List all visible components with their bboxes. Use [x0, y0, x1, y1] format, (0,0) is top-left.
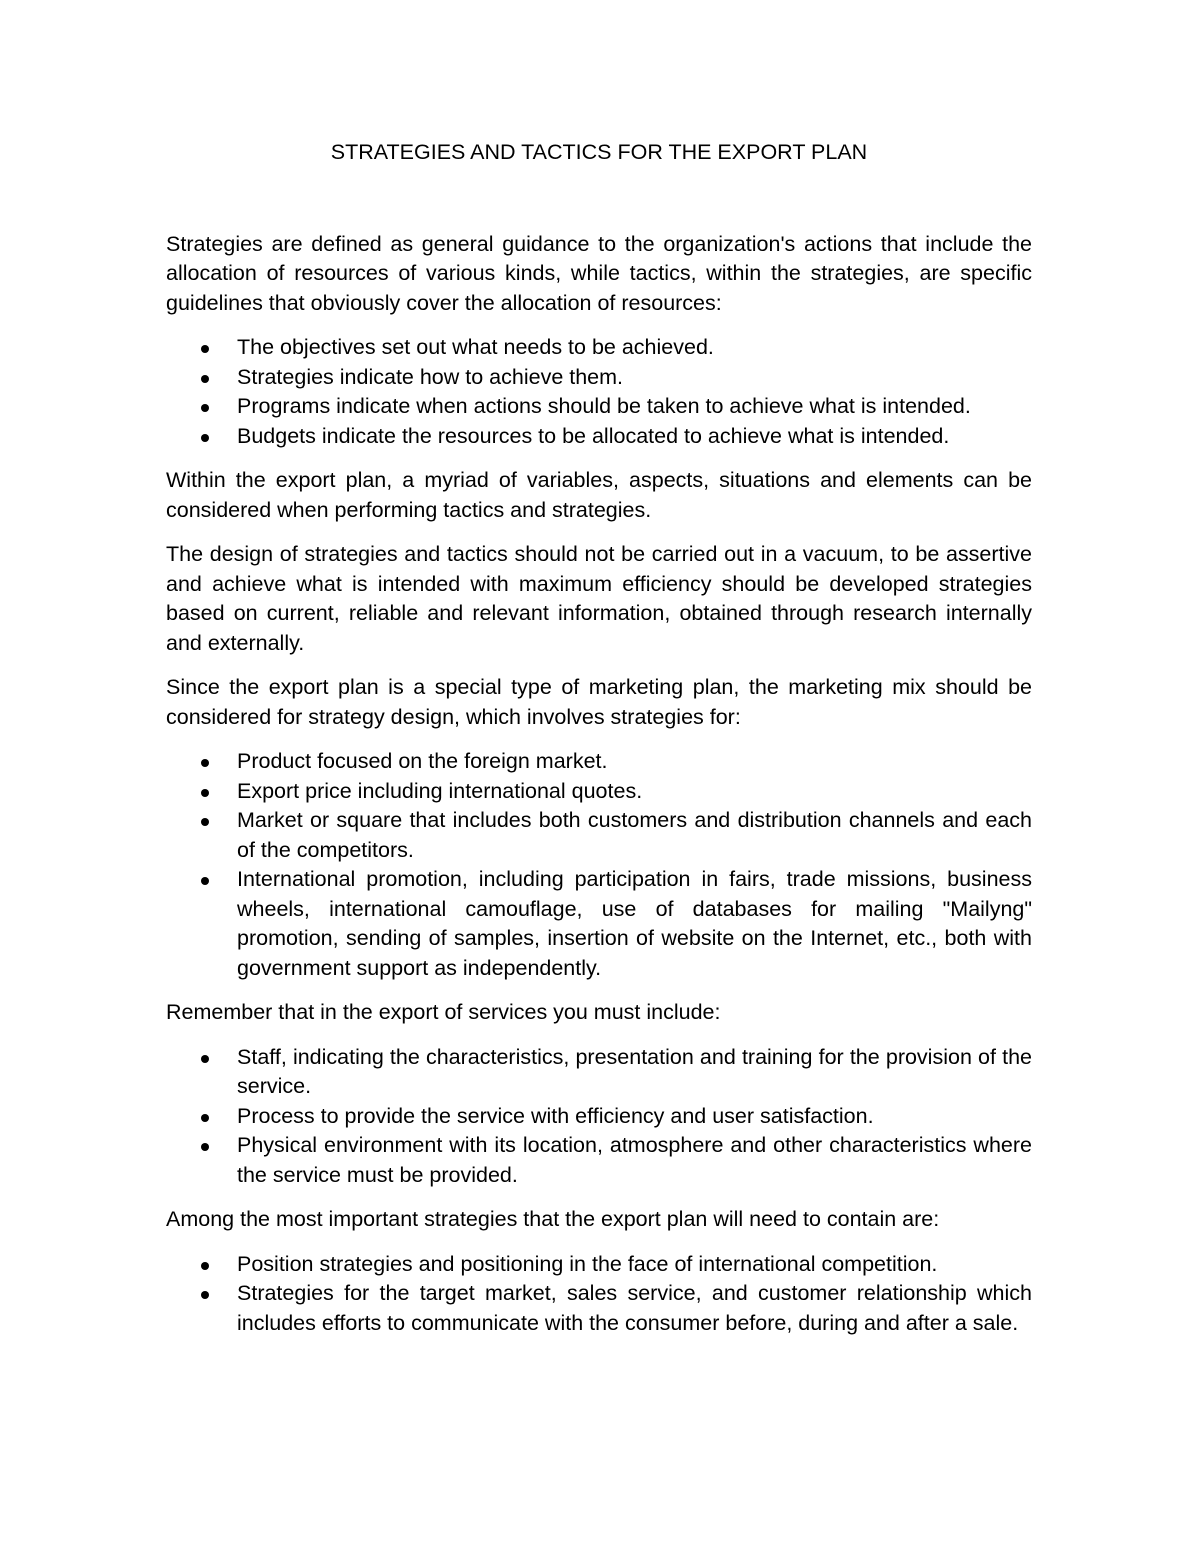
list-item: The objectives set out what needs to be achieved. — [166, 333, 1032, 363]
bullet-icon — [201, 1143, 209, 1151]
intro-paragraph: Strategies are defined as general guidance to the organization's actions that include the allocation of resources of various kinds, while tactics, within the strategies, are specific guidelines that obviously cover the allocation of resources: — [166, 231, 1032, 315]
list-item: Position strategies and positioning in the face of international competition. — [166, 1250, 1032, 1280]
bullet-icon — [201, 877, 209, 885]
bullet-icon — [201, 345, 209, 353]
bullet-icon — [201, 434, 209, 442]
paragraph-export-plan-variables: Within the export plan, a myriad of variables, aspects, situations and elements can be considered when performing tactics and strategies. — [166, 468, 1032, 522]
list-item: Market or square that includes both customers and distribution channels and each of the competitors. — [166, 806, 1032, 865]
objectives-list — [166, 333, 1032, 451]
important-strategies-list — [166, 1250, 1032, 1339]
bullet-icon — [201, 1291, 209, 1299]
bullet-icon — [201, 1055, 209, 1063]
bullet-icon — [201, 1262, 209, 1270]
list-item: Export price including international quotes. — [166, 777, 1032, 807]
list-item: Budgets indicate the resources to be allocated to achieve what is intended. — [166, 422, 1032, 452]
document-title: STRATEGIES AND TACTICS FOR THE EXPORT PLAN — [330, 140, 868, 164]
document-page — [166, 138, 1032, 1353]
paragraph-services-export: Remember that in the export of services you must include: — [166, 1000, 721, 1024]
list-item: International promotion, including participation in fairs, trade missions, business wheels, international camouflage, use of databases for mailing "Mailyng" promotion, sending of samples, insertion of website on the Internet, etc., both with government support as independently. — [166, 865, 1032, 983]
list-item: Staff, indicating the characteristics, presentation and training for the provision of the service. — [166, 1043, 1032, 1102]
list-item: Physical environment with its location, atmosphere and other characteristics where the service must be provided. — [166, 1131, 1032, 1190]
list-item: Product focused on the foreign market. — [166, 747, 1032, 777]
list-item: Programs indicate when actions should be taken to achieve what is intended. — [166, 392, 1032, 422]
bullet-icon — [201, 1114, 209, 1122]
services-list — [166, 1043, 1032, 1191]
bullet-icon — [201, 818, 209, 826]
bullet-icon — [201, 404, 209, 412]
list-item: Strategies for the target market, sales service, and customer relationship which includes efforts to communicate with the consumer before, during and after a sale. — [166, 1279, 1032, 1338]
paragraph-important-strategies: Among the most important strategies that the export plan will need to contain are: — [166, 1207, 940, 1231]
paragraph-design-of-strategies: The design of strategies and tactics should not be carried out in a vacuum, to be assertive and achieve what is intended with maximum efficiency should be developed strategies based on current, reliable and relevant information, obtained through research internally and externally. — [166, 542, 1032, 655]
list-item: Process to provide the service with efficiency and user satisfaction. — [166, 1102, 1032, 1132]
bullet-icon — [201, 789, 209, 797]
marketing-mix-list — [166, 747, 1032, 983]
bullet-icon — [201, 375, 209, 383]
bullet-icon — [201, 759, 209, 767]
paragraph-marketing-mix: Since the export plan is a special type of marketing plan, the marketing mix should be considered for strategy design, which involves strategies for: — [166, 675, 1032, 729]
list-item: Strategies indicate how to achieve them. — [166, 363, 1032, 393]
